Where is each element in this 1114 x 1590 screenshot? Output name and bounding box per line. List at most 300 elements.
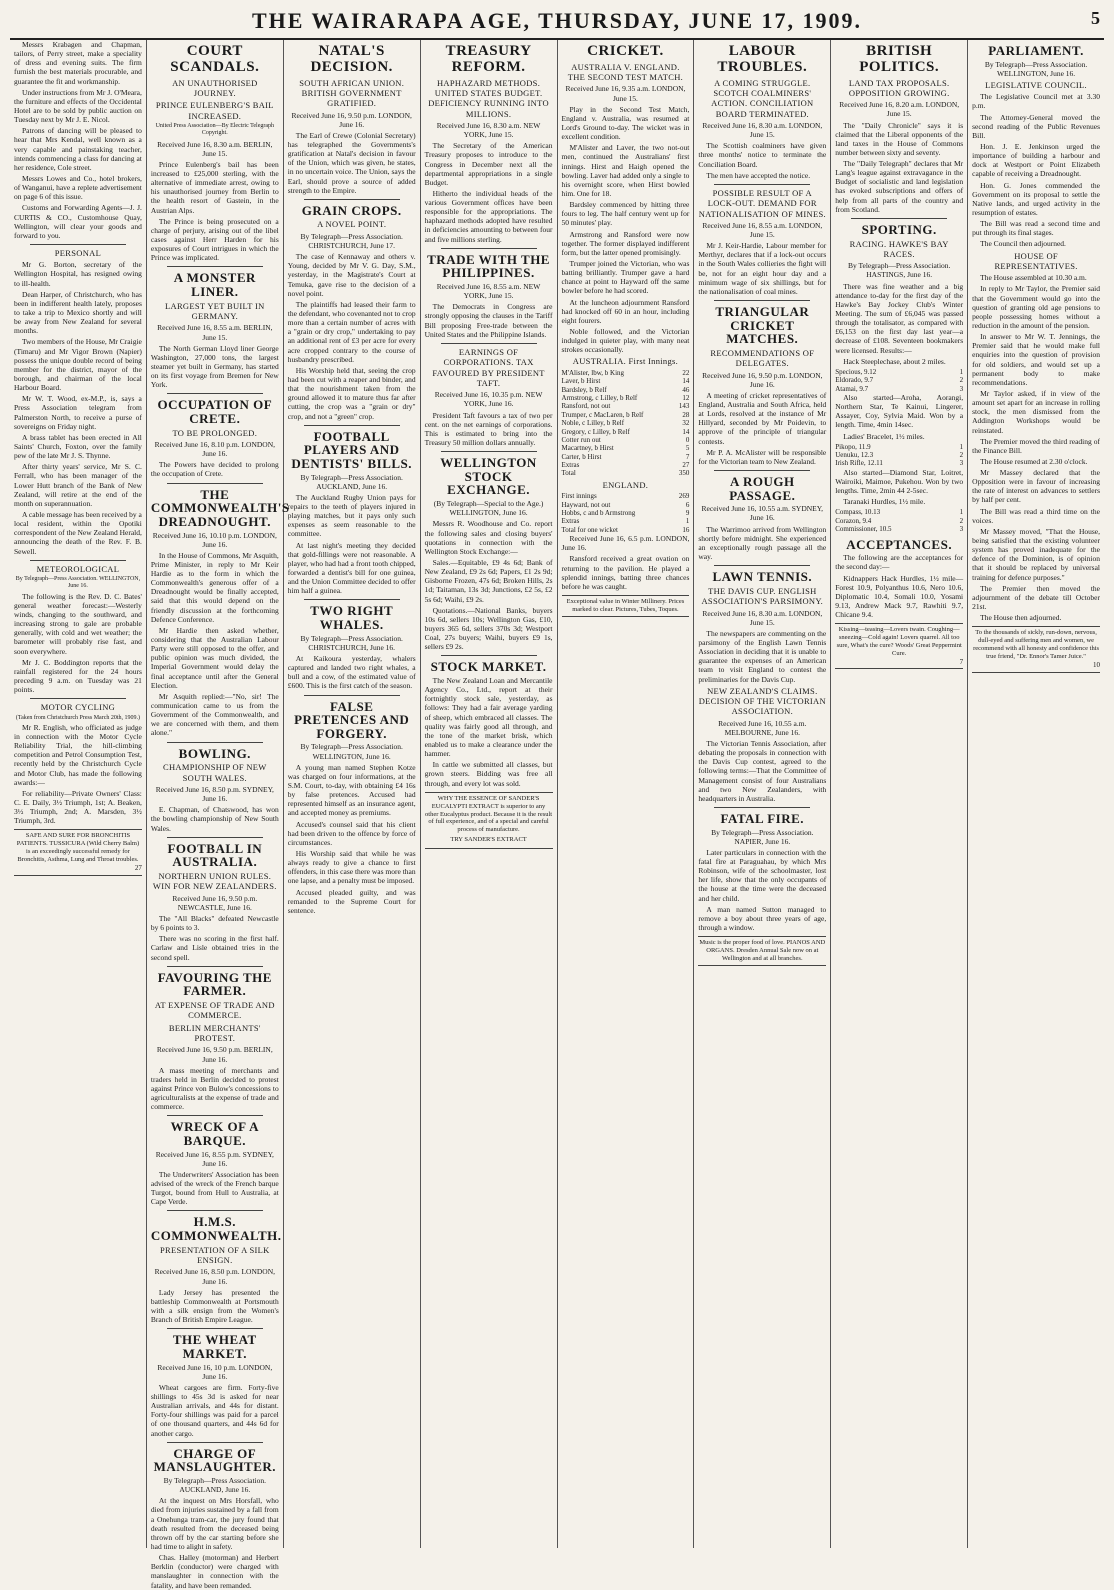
column-2 <box>147 40 290 1590</box>
scorecard-row <box>562 501 690 509</box>
lockout-article <box>698 188 826 296</box>
wreck-article <box>151 1120 279 1206</box>
divider <box>441 451 537 452</box>
paragraph: Also started—Diamond Star, Loitret, Wairoiki, Maimoe, Pukehou. Won by two lengths. Time, 2min 44 2-5sec. <box>835 467 964 496</box>
subheading: NEW ZEALAND'S CLAIMS. DECISION OF THE VICTORIAN ASSOCIATION. <box>698 685 826 717</box>
entry-name: Noble, c Lilley, b Relf <box>561 419 625 428</box>
divider <box>167 742 263 743</box>
entry-name: Gregory, c Lilley, b Relf <box>561 427 630 436</box>
divider <box>167 1328 263 1329</box>
subheading: BERLIN MERCHANTS' PROTEST. <box>168 1022 261 1043</box>
headline: LAWN TENNIS. <box>712 569 813 585</box>
paragraph: The case of Kennaway and others v. Young, decided by Mr V. G. Day, S.M., yesterday, in the Magistrate's Court at Temuka, gave rise to the decision of a novel point. <box>287 252 416 298</box>
false-pretences-article <box>288 700 416 915</box>
headline: NATAL'S DECISION. <box>310 43 393 75</box>
paragraph: Quotations.—National Banks, buyers 10s 6d, sellers 10s; Wellington Gas, £10, buyers 365 6d, sellers 370s 3d; Westport Coal, 27s buyers; Waihi, buyers £9 1s, sellers £9 2s. <box>424 605 553 652</box>
race-result-row <box>835 376 963 384</box>
paragraph: The Powers have decided to prolong the occupation of Crete. <box>150 460 279 479</box>
dateline: Received June 16, 8.20 a.m. LONDON, June 15. <box>839 100 960 119</box>
column-1 <box>10 40 147 1548</box>
dateline: Received June 16, 8.55 a.m. BERLIN, June 15. <box>157 323 273 342</box>
entry-value: 12 <box>682 393 690 402</box>
entry-name: Pikopo, 11.9 <box>835 442 871 451</box>
paragraph: Accused pleaded guilty, and was remanded to the Supreme Court for sentence. <box>287 887 416 915</box>
scorecard-heading: AUSTRALIA. First Innings. <box>572 356 679 367</box>
paragraph: The Warrimoo arrived from Wellington shortly before midnight. She experienced an exceptionally rough passage all the way. <box>698 524 827 562</box>
labour-article <box>698 44 826 180</box>
paragraph: A man named Sutton managed to remove a boy about three years of age, through a window. <box>698 904 827 933</box>
entry-value: 3 <box>959 384 964 393</box>
natal-article <box>288 44 416 195</box>
paragraph: Noble followed, and the Victorian indulged in quieter play, with many neat strokes occasionally. <box>561 326 690 355</box>
corporations-article <box>425 347 553 447</box>
dreadnought-article <box>150 486 290 738</box>
divider <box>167 393 263 394</box>
headline: TRADE WITH THE PHILIPPINES. <box>427 251 550 281</box>
divider <box>304 599 400 600</box>
column-6 <box>694 40 831 1548</box>
paragraph: In reply to Mr Taylor, the Premier said that the Government would go into the question of granting old age pensions to people possessing homes without a reduction in the amount of the pension. <box>972 284 1100 330</box>
paragraph: Mr G. Borton, secretary of the Wellington Hospital, has resigned owing to ill-health. <box>14 260 142 288</box>
entry-value: 1 <box>959 367 964 376</box>
dateline: By Telegraph—Press Association. NAPIER, June 16. <box>711 827 814 846</box>
ad-text: To the thousands of sickly, run-down, nervous, dull-eyed and suffering men and women, we recommend with all honesty and confidence this true friend, "Dr. Ennor's Tamer Juice." <box>973 629 1100 661</box>
entry-name: M'Alister, lbw, b King <box>561 368 625 377</box>
dateline: By Telegraph—Press Association. AUCKLAND, June 16. <box>163 1476 267 1495</box>
headline: STOCK MARKET. <box>430 659 547 675</box>
paragraph: Mr Massey moved, "That the House, being satisfied that the existing volunteer system has proved inadequate for the defence of the Dominion, is of opinion that it should be replaced by universal training for defence purposes." <box>972 526 1100 582</box>
entry-name: Laver, b Hirst <box>561 377 601 386</box>
paragraph: The Bill was read a third time on the voices. <box>972 506 1100 525</box>
paragraph: The Bill was read a second time and put through its final stages. <box>972 219 1100 238</box>
sporting-article <box>835 223 963 619</box>
entry-value: 2 <box>959 451 964 460</box>
entry-name: Eldorado, 9.7 <box>835 376 874 385</box>
paragraph: The Premier moved the third reading of the Finance Bill. <box>972 436 1100 455</box>
entry-value: 2 <box>959 376 964 385</box>
paragraph: His Worship said that while he was always ready to give a chance to first offenders, in this case there was more than one lapse, and a penalty must be imposed. <box>287 849 416 886</box>
australia-scorecard <box>562 369 690 478</box>
dateline: Received June 16, 10.10 p.m. LONDON, June 16. <box>152 530 277 549</box>
scorecard-row <box>562 453 690 461</box>
race-result-row <box>835 451 963 459</box>
ad-slogan: TRY SANDER'S EXTRACT <box>450 836 527 844</box>
scorecard-row <box>562 444 690 452</box>
headline: H.M.S. COMMONWEALTH. <box>150 1214 282 1244</box>
paragraph: Ransford received a great ovation on returning to the pavilion. He played a splendid innings, batting three chances before he was caught. <box>561 554 690 591</box>
divider <box>167 266 263 267</box>
paragraph: The newspapers are commenting on the parsimony of the English Lawn Tennis Association in deciding that it is unable to guarantee the expenses of an American team to visit England to contest the preliminaries for the Davis Cup. <box>698 628 827 684</box>
dateline: Received June 16, 8.50 p.m. LONDON, June 16. <box>154 1267 276 1286</box>
headline: ACCEPTANCES. <box>846 536 953 552</box>
headline: TRIANGULAR CRICKET MATCHES. <box>715 303 810 347</box>
divider <box>167 1115 263 1116</box>
subheading: LEGISLATIVE COUNCIL. <box>985 79 1087 90</box>
entry-value: 143 <box>678 402 690 411</box>
paragraph: Mr Massey declared that the Opposition were in favour of increasing the rate of interest on advances to settlers by half per cent. <box>972 468 1100 505</box>
paragraph: At Kaikoura yesterday, whalers captured and landed two right whales, a bull and a cow, of the estimated value of £600. This is the first catch of the season. <box>287 653 416 691</box>
divider <box>441 248 537 249</box>
paragraph: A cable message has been received by a local resident, within the Opotiki correspondent of the New Zealand Herald, announcing the death of the Rev. F. B. Sewell. <box>14 509 142 556</box>
ad-number: 10 <box>1093 661 1100 669</box>
subheading: AT EXPENSE OF TRADE AND COMMERCE. <box>154 999 275 1021</box>
paragraph: Mr Asquith replied:—"No, sir! The communication came to us from the Government of the Commonwealth, and we are concerned with them, and them alone." <box>150 691 279 738</box>
paragraph: Play in the Second Test Match, England v. Australia, was resumed at Lord's Ground to-day. The wicket was in excellent condition. <box>561 104 690 142</box>
paragraph: There was no scoring in the first half. Carlaw and Lisle obtained tries in the second spell. <box>150 934 279 962</box>
paragraph: Mr J. C. Boddington reports that the rainfall registered for the 24 hours preceding 9 a.m. on Tuesday was 21 points. <box>14 657 142 695</box>
scorecard-heading: ENGLAND. <box>602 479 649 490</box>
advertisement <box>972 626 1100 672</box>
subheading: AN UNAUTHORISED JOURNEY. <box>172 77 258 98</box>
paragraph: The Victorian Tennis Association, after debating the proposals in connection with the Davis Cup contest, agreed to the following terms:—That the Committee of Management consist of four Australians and two New Zealanders, with headquarters in Australia. <box>698 739 827 803</box>
entry-name: Armstrong, c Lilley, b Relf <box>561 393 638 402</box>
dateline: Received June 16, 8.55 a.m. NEW YORK, June 15. <box>436 282 541 301</box>
ad-text: SAFE AND SURE FOR BRONCHITIS PATIENTS. TUSSICURA (Wild Cherry Balm) is an exceedingly successful remedy for Bronchitis, Asthma, Lung and Throat troubles. <box>16 832 140 864</box>
paragraph: For reliability—Private Owners' Class: C. E. Daily, 3½ Triumph, 1st; A. Beaken, 3½ Triumph, 2nd; A. Marsden, 3½ Triumph, 3rd. <box>14 788 142 826</box>
entry-name: Extras <box>561 461 580 470</box>
entry-value: 14 <box>682 427 690 436</box>
paragraph: Hon. J. E. Jenkinson urged the importance of building a harbour and dock at Westport or Point Elizabeth capable of receiving a Dreadnought. <box>972 141 1100 179</box>
page-number: 5 <box>1091 8 1100 28</box>
paragraph: There was fine weather and a big attendance to-day for the first day of the Hawke's Bay Jockey Club's Winter Meeting. The sum of £6,045 was passed through the totalisator, as compared with £6,153 on the first day last year—a decrease of £108. Seventeen bookmakers were licensed. Results:— <box>835 281 964 355</box>
headline: COURT SCANDALS. <box>170 43 260 75</box>
paragraph: In cattle we submitted all classes, but grown steers. Bidding was free all through, and every lot was sold. <box>424 760 553 788</box>
dateline: Received June 16, 8.55 p.m. SYDNEY, June 16. <box>155 1149 274 1168</box>
headline: WELLINGTON STOCK EXCHANGE. <box>440 455 537 498</box>
philippines-article <box>425 253 553 339</box>
headline: THE COMMONWEALTH'S DREADNOUGHT. <box>150 486 290 529</box>
dateline: By Telegraph—Press Association. WELLINGTON, June 16. <box>15 576 141 590</box>
entry-value: 9 <box>685 508 690 517</box>
paragraph: At last night's meeting they decided that gold-fillings were not reasonable. A player, who had had a front tooth chipped, forwarded a dentist's bill for one guinea, and the Union Committee decided to offer him half a guinea. <box>287 540 416 596</box>
headline: GRAIN CROPS. <box>301 202 402 218</box>
paragraph: In the House of Commons, Mr Asquith, Prime Minister, in reply to Mr Keir Hardie as to the form in which the Commonwealth's generous offer of a Dreadnought would be finally accepted, said that this would depend on the friendly discussion at the forthcoming Defence Conference. <box>150 550 279 624</box>
divider <box>30 560 126 561</box>
british-politics-article <box>835 44 963 214</box>
paragraph: Two members of the House, Mr Craigie (Timaru) and Mr Vigor Brown (Napier) possess the unique double record of being member for the district, mayor of the borough, and chairman of the local Harbour Board. <box>14 337 142 393</box>
headline: A MONSTER LINER. <box>173 270 256 300</box>
treasury-article <box>425 44 553 244</box>
fatal-fire-article <box>698 812 826 932</box>
paragraph: The New Zealand Loan and Mercantile Agency Co., Ltd., report at their fortnightly stock sale, yesterday, as follows: They had a fair average yarding of sheep, which embraced all classes. The quality was fairly good all through, and the tone of the market brisk, which enabled us to make a clearance under the hammer. <box>424 675 553 759</box>
subheading: EARNINGS OF CORPORATIONS. TAX FAVOURED BY PRESIDENT TAFT. <box>432 346 545 388</box>
paragraph: Chas. Halley (motorman) and Herbert Berklin (conductor) were charged with manslaughter in connection with the fatality, and have been remanded. <box>150 1553 279 1590</box>
personal-article <box>14 248 142 556</box>
paragraph: A meeting of cricket representatives of England, Australia and South Africa, held at Lords, resolved at the instance of Mr Hillyard, seconded by Mr Poidevin, to approve of the principle of triangular contests. <box>698 390 827 446</box>
local-news <box>14 40 142 240</box>
race-result-row <box>835 508 963 516</box>
paragraph: Later particulars in connection with the fatal fire at Paraguahau, by which Mrs Robinson, wife of the schoolmaster, lost her life, show that the only occupants of the house at the time were the deceased and her child. <box>698 847 827 903</box>
headline: TREASURY REFORM. <box>445 43 532 75</box>
paragraph: Wheat cargoes are firm. Forty-five shillings to 45s 3d is asked for near Australian arrivals, and 44s for distant. Forty-four shillings was paid for a parcel of one thousand quarters, and 44s 6d for another cargo. <box>150 1382 279 1438</box>
paragraph: The Auckland Rugby Union pays for repairs to the teeth of players injured in playing matches, but it pays only such expenses as seem reasonable to the committee. <box>287 492 416 539</box>
paragraph: The Democrats in Congress are strongly opposing the clauses in the Tariff Bill proposing Free-trade between the United States and the Philippine Islands. <box>424 302 553 339</box>
parliament-article <box>972 44 1100 622</box>
paragraph: After thirty years' service, Mr S. C. Ferrall, who has been manager of the Lower Hutt branch of the Bank of New Zealand, will retire at the end of the month on superannuation. <box>14 462 142 508</box>
dateline: Received June 16, 8.50 p.m. SYDNEY, June 16. <box>155 784 274 804</box>
paragraph: Lady Jersey has presented the battleship Commonwealth at Portsmouth with a silk ensign from the Women's Branch of British Empire League. <box>150 1287 279 1325</box>
paragraph: The Prince is being prosecuted on a charge of perjury, arising out of the libel cases against Herr Harden for his exposures of Court intrigues in which the Prince was implicated. <box>150 216 279 263</box>
entry-value: 14 <box>682 377 690 386</box>
paragraph: Hitherto the individual heads of the various Government offices have been responsible for the appropriations. The haphazard methods adopted have resulted in deficiencies amounting to between four and five millions sterling. <box>424 188 553 244</box>
subheading: PRINCE EULENBERG'S BAIL INCREASED. <box>155 100 274 121</box>
monster-liner-article <box>151 271 279 389</box>
paragraph: Under instructions from Mr J. O'Meara, the furniture and effects of the Occidental Hotel are to be sold by public auction on Tuesday next by Mr J. E. Nicol. <box>14 87 142 125</box>
column-8 <box>968 40 1104 1548</box>
paragraph: At the inquest on Mrs Horsfall, who died from injuries sustained by a fall from a Onehunga tram-car, the jury found that death resulted from the deceased being thrown off by the car starting before she had time to alight in safety. <box>150 1496 279 1551</box>
paragraph: Also started—Aroha, Aorangi, Northern Star, Te Kainui, Lingerer, Assayer, Coy, Sylvia Maid. Won by a length. Time, 4min 14sec. <box>835 392 964 430</box>
divider <box>851 218 947 219</box>
entry-name: First innings <box>561 492 597 501</box>
entry-name: Total <box>561 469 576 478</box>
paragraph: Mr J. Keir-Hardie, Labour member for Merthyr, declares that if a lock-out occurs in the South Wales collieries the fight will be, not for an eight hour day and a minimum wage of six shillings, but for the nationalisation of coal mines. <box>698 241 827 296</box>
whales-article <box>288 604 416 690</box>
cricket-article <box>562 44 690 591</box>
dateline: By Telegraph—Press Association. HASTINGS, June 16. <box>847 261 951 280</box>
scorecard-row <box>562 411 690 419</box>
headline: TWO RIGHT WHALES. <box>310 603 394 633</box>
subheading: POSSIBLE RESULT OF A LOCK-OUT. DEMAND FOR NATIONALISATION OF MINES. <box>698 187 826 219</box>
paragraph: The North German Lloyd liner George Washington, 27,000 tons, the largest steamer yet built in Germany, has started on its first voyage from Bremen for New York. <box>150 343 279 390</box>
entry-name: Commissioner, 10.5 <box>835 525 892 534</box>
divider <box>441 655 537 656</box>
entry-name: Macartney, b Hirst <box>561 444 614 453</box>
scorecard-row <box>562 402 690 410</box>
paragraph: A mass meeting of merchants and traders held in Berlin decided to protest against Prince von Bulow's concessions to agriculturalists at the expense of trade and commerce. <box>150 1065 279 1112</box>
column-5 <box>558 40 695 1548</box>
subheading: RACING. HAWKE'S BAY RACES. <box>849 238 949 259</box>
subheading: AUSTRALIA V. ENGLAND. THE SECOND TEST MATCH. <box>567 61 684 83</box>
paragraph: The House assembled at 10.30 a.m. <box>980 273 1087 283</box>
entry-name: Carter, b Hirst <box>561 452 602 461</box>
column-4 <box>421 40 558 1548</box>
scorecard-row <box>562 394 690 402</box>
paragraph: The Legislative Council met at 3.30 p.m. <box>972 92 1100 111</box>
divider <box>30 244 126 245</box>
entry-value: 1 <box>959 442 964 451</box>
headline: BOWLING. <box>178 745 251 761</box>
divider <box>167 483 263 484</box>
paragraph: Mr Taylor asked, if in view of the amount set apart for an increase in rolling stock, the men dismissed from the Addington Workshops would be reinstated. <box>972 388 1100 435</box>
scorecard-row <box>562 386 690 394</box>
paragraph: President Taft favours a tax of two per cent. on the net earnings of corporations. This is estimated to bring into the Treasury 50 million dollars annually. <box>424 410 553 448</box>
paragraph: Customs and Forwarding Agents—J. J. CURTIS & CO., Customhouse Quay, Wellington, will clear your goods and forward to you. <box>14 203 142 240</box>
scorecard-row <box>562 492 690 500</box>
paragraph: The House resumed at 2.30 o'clock. <box>980 456 1088 466</box>
dateline: Received June 16, 9.50 p.m. NEWCASTLE, June 16. <box>172 893 258 912</box>
race-result-row <box>835 459 963 467</box>
advertisement <box>562 595 690 617</box>
scorecard-row <box>562 428 690 436</box>
rough-passage-article <box>698 475 826 561</box>
scorecard-row <box>562 509 690 517</box>
entry-name: Bardsley, b Relf <box>561 385 607 394</box>
entry-value: 22 <box>682 368 690 377</box>
entry-name: Cotter run out <box>561 435 601 444</box>
grain-crops-article <box>288 204 416 421</box>
dateline: By Telegraph—Press Association. AUCKLAND, June 16. <box>300 472 403 491</box>
masthead <box>10 4 1104 40</box>
scorecard-row <box>562 419 690 427</box>
entry-name: Specious, 9.12 <box>835 367 877 376</box>
entry-name: Trumper, c MacLaren, b Relf <box>561 410 644 419</box>
divider <box>714 565 810 566</box>
paragraph: Received June 16, 6.5 p.m. LONDON, June 16. <box>561 534 690 553</box>
subheading: TO BE PROLONGED. <box>172 427 258 438</box>
stock-exchange-article <box>425 456 553 651</box>
manslaughter-article <box>151 1447 279 1590</box>
paragraph: Hon. G. Jones commended the Government on its proposal to settle the Native lands, and urged activity in the resumption of estates. <box>972 180 1100 217</box>
headline: BRITISH POLITICS. <box>859 43 940 75</box>
paragraph: Kidnappers Hack Hurdles, 1½ mile—Forest 10.9, Polyanthus 10.6, Nero 10.6, Diplomatic 10.4, Somali 10.0, Yosami 9.13, Andrew Mack 9.7, Rawhiti 9.7, Chicane 9.4. <box>835 573 964 620</box>
section-heading: MOTOR CYCLING <box>40 702 116 713</box>
entry-value: 350 <box>678 469 690 478</box>
headline: OCCUPATION OF CRETE. <box>157 397 273 427</box>
paragraph: The Underwriters' Association has been advised of the wreck of the French barque Turgot, bound from Hull to Australia, at Cape Verde. <box>150 1169 279 1207</box>
paragraph: Prince Eulenberg's bail has been increased to £25,000 sterling, with the alternative of immediate arrest, owing to his unauthorised journey from Berlin to the health resort of Gastein, in the Austrian Alps. <box>150 159 279 215</box>
paragraph: The plaintiffs had leased their farm to the defendant, who covenanted not to crop more than a certain number of acres with a "grain or dry crop," undertaking to pay an additional rent of £3 per acre for every acre cropped contrary to the course of husbandry prescribed. <box>287 299 416 364</box>
scorecard-row <box>562 377 690 385</box>
divider <box>714 807 810 808</box>
race-results <box>835 508 963 533</box>
paragraph: Mr R. English, who officiated as judge in connection with the Motor Cycle Reliability Trial, the hill-climbing competition and Petrol Consumption Test, recently held by the Christchurch Cycle and Motor Club, has made the following awards:— <box>14 722 142 787</box>
section-heading: PERSONAL <box>54 247 102 258</box>
headline: FOOTBALL PLAYERS AND DENTISTS' BILLS. <box>291 428 413 471</box>
divider <box>167 837 263 838</box>
entry-value: 7 <box>685 452 690 461</box>
headline: LABOUR TROUBLES. <box>717 43 808 75</box>
divider <box>167 966 263 967</box>
paragraph: The Council then adjourned. <box>980 239 1066 249</box>
headline: FOOTBALL IN AUSTRALIA. <box>167 840 263 870</box>
paragraph: Trumper joined the Victorian, who was batting brilliantly. Trumper gave a hard chance at point to Hayward off the same bowler before he had scored. <box>561 259 690 296</box>
paragraph: Mr P. A. McAlister will be responsible for the Victorian team to New Zealand. <box>698 447 827 466</box>
dateline: Received June 16, 10.55 a.m. SYDNEY, June 16. <box>701 504 824 523</box>
race-result-row <box>835 385 963 393</box>
dateline: By Telegraph—Press Association. CHRISTCHURCH, June 16. <box>300 633 403 652</box>
headline: CHARGE OF MANSLAUGHTER. <box>153 1445 277 1475</box>
race-results <box>835 368 963 393</box>
subheading: HOUSE OF REPRESENTATIVES. <box>994 250 1078 271</box>
paragraph: The following are the acceptances for the second day:— <box>835 553 964 572</box>
entry-value: 32 <box>682 419 690 428</box>
court-scandals-article <box>151 44 279 262</box>
entry-name: Extras <box>561 517 580 526</box>
paragraph: The Secretary of the American Treasury proposes to introduce to the Congress in December next all the departmental appropriations in a single Budget. <box>424 141 553 187</box>
paragraph: Ladies' Bracelet, 1½ miles. <box>843 431 925 441</box>
paragraph: The Attorney-General moved the second reading of the Public Revenues Bill. <box>972 112 1100 140</box>
ad-number: 7 <box>959 657 964 666</box>
race-result-row <box>835 368 963 376</box>
dateline: Received June 16, 8.30 a.m. LONDON, June 15. <box>702 608 823 627</box>
subheading: THE DAVIS CUP. ENGLISH ASSOCIATION'S PARSIMONY. <box>701 585 824 607</box>
crete-article <box>151 398 279 478</box>
scorecard-row <box>562 469 690 477</box>
divider <box>441 343 537 344</box>
paragraph: The following is the Rev. D. C. Bates' general weather forecast:—Westerly winds, changing to the southward, and increasing strong to gale are probable generally, with cold and wet weather; the barometer will probably rise fast, and soon everywhere. <box>14 591 142 656</box>
headline: PARLIAMENT. <box>988 43 1084 58</box>
farmer-article <box>151 971 279 1112</box>
subheading: SOUTH AFRICAN UNION. BRITISH GOVERNMENT GRATIFIED. <box>299 77 405 109</box>
dateline: Received June 16, 9.50 p.m. LONDON, June 16. <box>702 370 823 389</box>
paragraph: The Scottish coalminers have given three months' notice to terminate the Conciliation Board. <box>698 141 827 169</box>
scorecard-row <box>562 461 690 469</box>
paragraph: Dean Harper, of Christchurch, who has been in indifferent health lately, proposes to take a trip to Mexico shortly and will be away from New Zealand for several months. <box>14 289 142 336</box>
divider <box>714 300 810 301</box>
entry-value: 16 <box>682 525 690 534</box>
paragraph: The Earl of Crewe (Colonial Secretary) has telegraphed the Governments's gratification at Natal's decision in favour of the Union, which was given, he states, in no uncertain voice. The Union, says the Earl, should prove a source of added strength to the Empire. <box>287 130 416 195</box>
race-result-row <box>835 443 963 451</box>
dateline: (Taken from Christchurch Press March 20th, 1909.) <box>15 714 141 721</box>
dateline: By Telegraph—Press Association. CHRISTCHURCH, June 17. <box>300 231 403 250</box>
paragraph: At the luncheon adjournment Ransford had knocked off 60 in an hour, including eight fourers. <box>561 297 690 325</box>
entry-name: Atamai, 9.7 <box>835 384 869 393</box>
dateline: Received June 16, 8.10 p.m. LONDON, June 16. <box>154 440 276 459</box>
entry-value: 1 <box>959 508 964 517</box>
entry-name: Irish Rifle, 12.11 <box>835 459 883 468</box>
divider <box>714 184 810 185</box>
dateline: Received June 16, 8.55 a.m. LONDON, June 15. <box>702 220 823 239</box>
dateline: Received June 16, 8.30 a.m. LONDON, June 15. <box>702 120 823 140</box>
paragraph: Messrs Lowes and Co., hotel brokers, of Wanganui, have a replete advertisement on page 6 of this issue. <box>14 173 142 202</box>
football-article <box>151 842 279 962</box>
dateline: Received June 16, 9.50 p.m. LONDON, June 16. <box>291 110 412 129</box>
columns <box>10 40 1104 1590</box>
hms-commonwealth-article <box>150 1214 282 1325</box>
football-dentists-article <box>288 430 416 596</box>
paragraph: The "Daily Chronicle" says it is claimed that the Liberal opponents of the land taxes in the House of Commons number between sixty and seventy. <box>835 120 964 157</box>
paragraph: The men have accepted the notice. <box>706 170 811 180</box>
section-heading: METEOROLOGICAL <box>36 563 120 574</box>
divider <box>30 698 126 699</box>
paragraph: The "All Blacks" defeated Newcastle by 6 points to 3. <box>150 913 279 933</box>
paragraph: His Worship held that, seeing the crop had been cut with a reaper and binder, and that the nourishment taken from the ground allowed it to mature thus far after cutting, the crop was a "grain or dry" crop, and not a "green" crop. <box>287 365 416 421</box>
ad-text: Music is the proper food of love. PIANOS AND ORGANS. Dresden Annual Sale now on at Wellington and at all branches. <box>699 939 826 963</box>
entry-name: Corazon, 9.4 <box>835 516 872 525</box>
divider <box>714 470 810 471</box>
entry-name: Hobbs, c and b Armstrong <box>561 508 636 517</box>
paragraph: The "Daily Telegraph" declares that Mr Lang's league against extravagance in the Budget of socialistic and land legislation has evoked subscriptions and offers of help from all parts of the country and from Scotland. <box>835 159 964 214</box>
advertisement <box>425 792 553 850</box>
entry-value: 5 <box>685 444 690 453</box>
motor-cycling-article <box>14 702 142 825</box>
meteorological-article <box>14 564 142 695</box>
dateline: Received June 16, 10.35 p.m. NEW YORK, June 16. <box>434 390 543 409</box>
dateline: By Telegraph—Press Association. WELLINGTON, June 16. <box>300 742 403 761</box>
headline: CRICKET. <box>587 43 664 59</box>
advertisement <box>698 936 826 966</box>
dateline: Received June 16, 8.30 a.m. BERLIN, June 15. <box>157 139 273 158</box>
entry-value: 2 <box>959 516 964 525</box>
dateline: (By Telegraph—Special to the Age.) WELLINGTON, June 16. <box>433 499 544 518</box>
divider <box>304 199 400 200</box>
paragraph: Armstrong and Ransford were now together. The former displayed indifferent form, but the latter opened promisingly. <box>561 229 690 257</box>
paragraph: E. Chapman, of Chatswood, has won the bowling championship of New South Wales. <box>150 805 279 833</box>
headline: THE WHEAT MARKET. <box>172 1332 257 1361</box>
divider <box>304 695 400 696</box>
entry-name: Ransford, not out <box>561 402 611 411</box>
dateline: Received June 16, 9.35 a.m. LONDON, June 15. <box>565 84 686 103</box>
entry-value: 3 <box>959 525 964 534</box>
paragraph: Taranaki Hurdles, 1½ mile. <box>843 497 926 507</box>
ad-text: Kissing—teasing—Lovers twain. Coughing—sneezing—Cold again! Lovers quarrel. All too sure, What's the cure? Woods' Great Peppermint Cure. <box>836 626 962 657</box>
entry-value: 28 <box>682 410 690 419</box>
divider <box>167 1210 263 1211</box>
divider <box>167 1442 263 1443</box>
subheading: CHAMPIONSHIP OF NEW SOUTH WALES. <box>163 762 267 783</box>
paragraph: Patrons of dancing will be pleased to hear that Mrs Kendal, well known as a very capable and painstaking teacher, intends commencing a class for dancing at her residence, Cole street. <box>14 126 142 172</box>
entry-value: 6 <box>685 500 690 509</box>
